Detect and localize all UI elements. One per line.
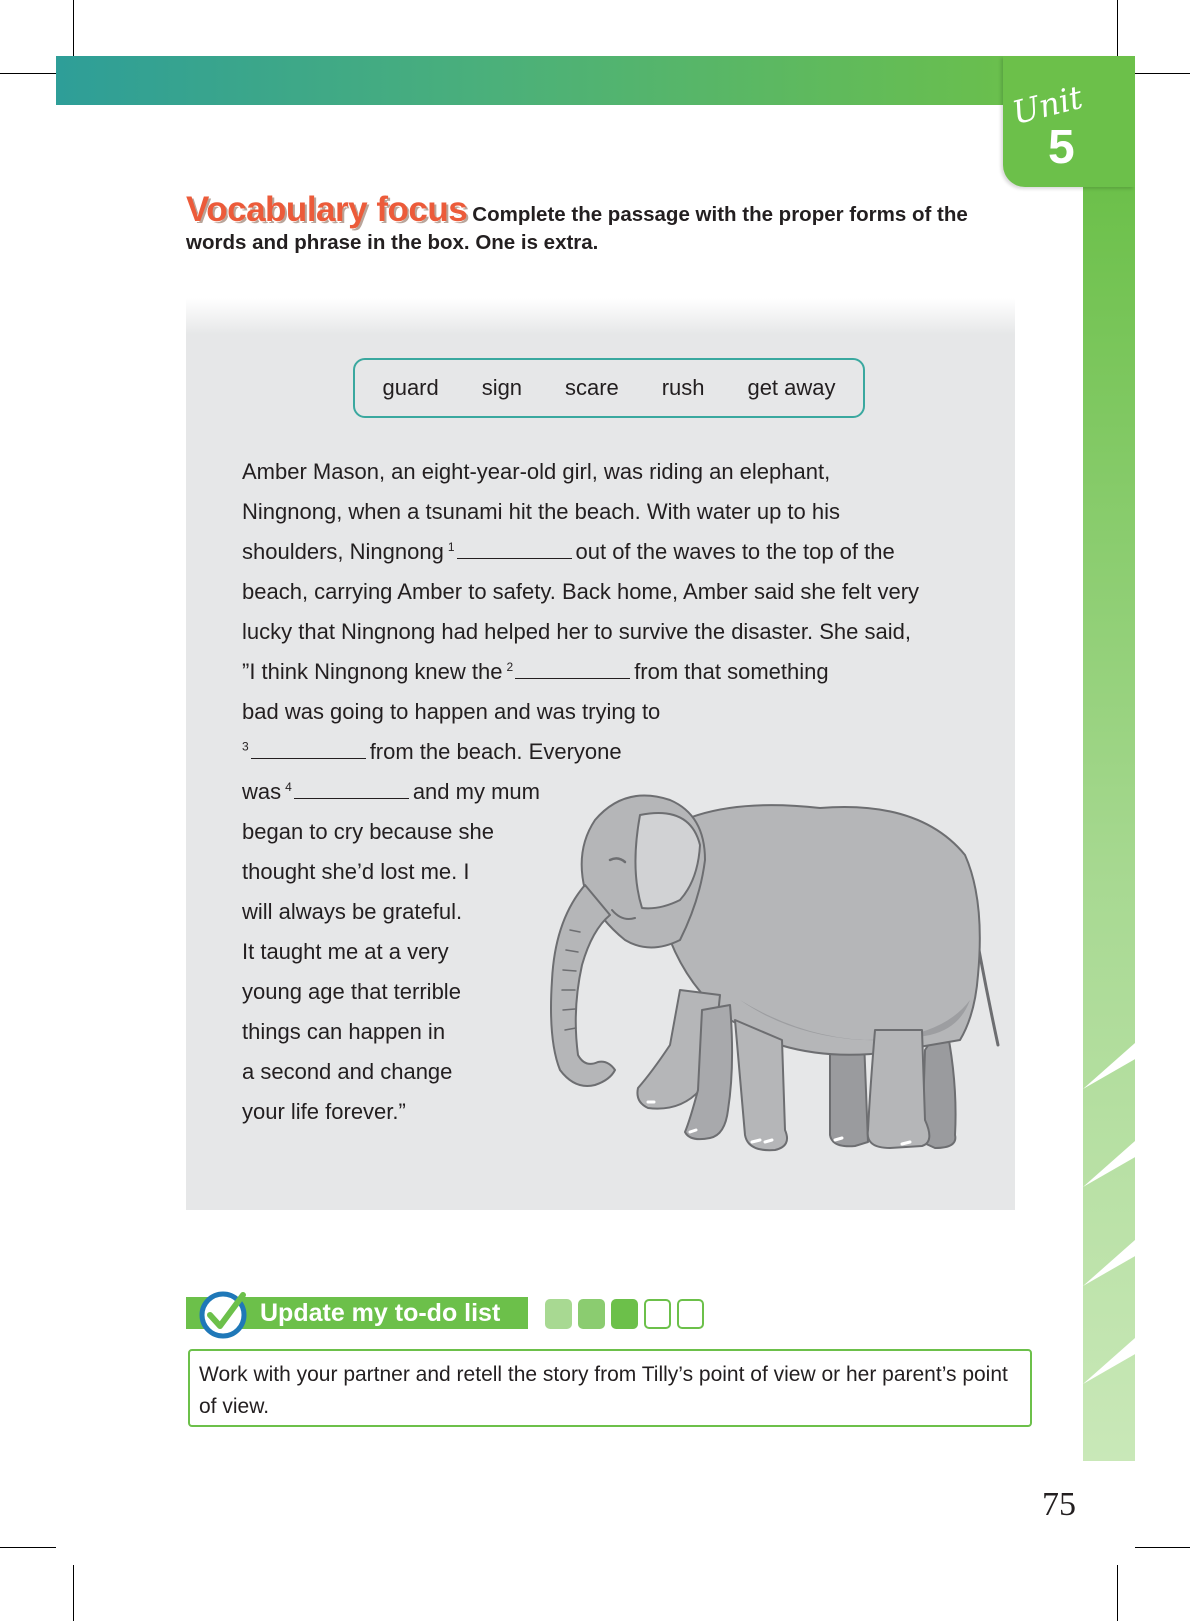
answer-blank-2[interactable] (515, 660, 630, 679)
todo-title: Update my to-do list (260, 1299, 501, 1327)
blank-number: 3 (242, 739, 249, 754)
passage-line: beach, carrying Amber to safety. Back home, Amber said she felt very (242, 579, 920, 604)
section-heading (186, 190, 1036, 256)
crop-mark (73, 0, 74, 56)
blank-1-before: shoulders, Ningnong (242, 539, 444, 564)
passage-line: bad was going to happen and was trying to (242, 699, 661, 724)
todo-task-box (188, 1349, 1032, 1427)
passage-line (242, 659, 829, 685)
header-bar (56, 56, 1036, 105)
passage-line (242, 739, 622, 765)
blank-2-before: ”I think Ningnong knew the (242, 659, 503, 684)
unit-label: Unit (1008, 78, 1087, 132)
passage-line (242, 779, 540, 805)
crop-mark (1135, 73, 1190, 74)
passage-line: It taught me at a very (242, 939, 449, 964)
instruction-text: Complete the passage with the proper forms of the (472, 203, 968, 226)
passage-line: lucky that Ningnong had helped her to survive the disaster. She said, (242, 619, 911, 644)
crop-mark (0, 73, 56, 74)
todo-task-text: Work with your partner and retell the story from Tilly’s point of view or her parent’s point of view. (199, 1363, 1008, 1418)
passage-line: Ningnong, when a tsunami hit the beach. With water up to his (242, 499, 841, 524)
blank-2-after: from that something (634, 659, 829, 684)
passage-line: young age that terrible (242, 979, 461, 1004)
progress-square (677, 1299, 704, 1329)
crop-mark (73, 1565, 74, 1621)
checkmark-circle-icon (194, 1289, 252, 1339)
word-box (353, 358, 865, 418)
page-number: 75 (1042, 1486, 1076, 1523)
passage-line: thought she’d lost me. I (242, 859, 470, 884)
passage-line: Amber Mason, an eight-year-old girl, was riding an elephant, (242, 459, 831, 484)
blank-4-before: was (242, 779, 282, 804)
passage-line: began to cry because she (242, 819, 494, 844)
word-rush: rush (661, 375, 705, 400)
instruction-text: words and phrase in the box. One is extra. (186, 231, 599, 254)
word-get-away: get away (747, 375, 836, 400)
word-scare: scare (564, 375, 619, 400)
word-guard: guard (382, 375, 439, 400)
crop-mark (1135, 1547, 1190, 1548)
progress-square (545, 1299, 572, 1329)
passage-line: things can happen in (242, 1019, 446, 1044)
passage-line (242, 539, 895, 565)
vocabulary-focus-title: Vocabulary focus (186, 190, 468, 229)
passage-line: a second and change (242, 1059, 453, 1084)
blank-number: 1 (447, 539, 455, 554)
progress-square (644, 1299, 671, 1329)
crop-mark (1117, 0, 1118, 56)
progress-square (611, 1299, 638, 1329)
heading-line (186, 190, 1036, 230)
progress-square (578, 1299, 605, 1329)
blank-3-after: from the beach. Everyone (369, 739, 622, 764)
blank-number: 2 (506, 659, 514, 674)
passage-line: your life forever.” (242, 1099, 406, 1124)
elephant-illustration (530, 790, 1000, 1160)
answer-blank-3[interactable] (251, 740, 366, 759)
blank-1-after: out of the waves to the top of the (575, 539, 895, 564)
blank-4-after: and my mum (412, 779, 540, 804)
crop-mark (1117, 1565, 1118, 1621)
blank-number: 4 (285, 779, 292, 794)
answer-blank-4[interactable] (294, 780, 409, 799)
unit-number: 5 (1048, 121, 1075, 174)
passage-line: will always be grateful. (242, 899, 463, 924)
answer-blank-1[interactable] (457, 540, 572, 559)
word-sign: sign (481, 375, 523, 400)
crop-mark (0, 1547, 56, 1548)
